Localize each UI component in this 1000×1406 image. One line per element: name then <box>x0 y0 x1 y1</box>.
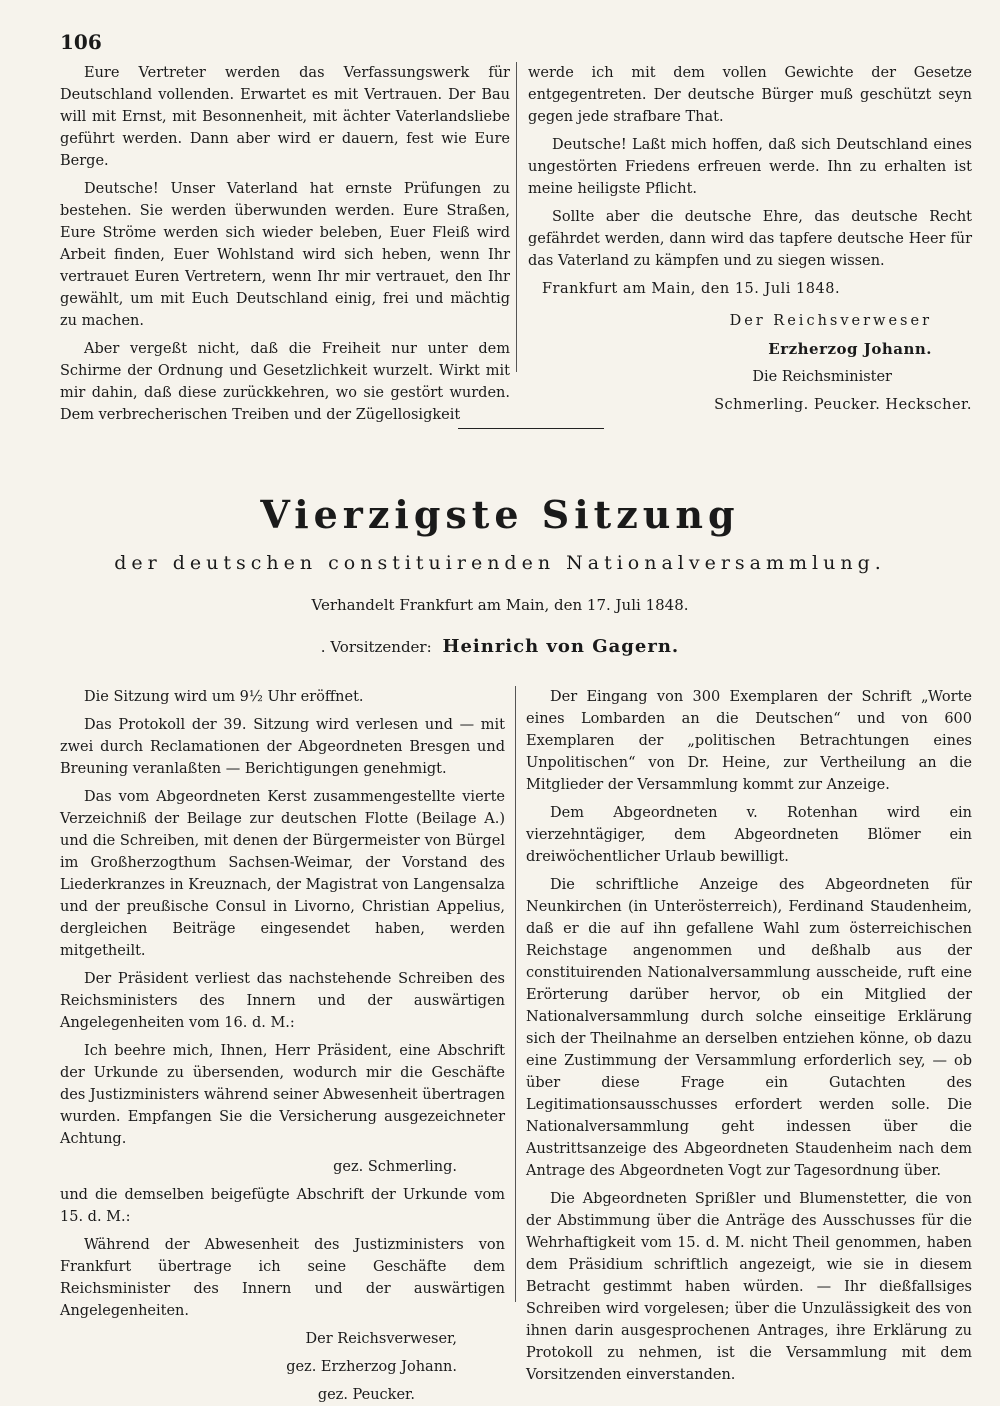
session-title: Vierzigste Sitzung <box>260 492 740 537</box>
proclamation-paragraph: werde ich mit dem vollen Gewichte der Gesetze entgegentreten. Der deutsche Bürger muß geschützt seyn gegen jede strafbare That. <box>528 65 972 125</box>
minutes-paragraph: und die demselben beigefügte Abschrift der Urkunde vom 15. d. M.: <box>60 1187 505 1225</box>
document-signature-title: Der Reichsverweser, <box>305 1331 457 1347</box>
column-divider <box>515 686 516 1302</box>
chair-name: Heinrich von Gagern. <box>442 636 680 657</box>
minutes-paragraph: Der Eingang von 300 Exemplaren der Schrift „Worte eines Lombarden an die Deutschen“ und von 600 Exemplaren der „politischen Betrachtungen eines Unpolitischen“ von Dr. Heine, zur Vertheilung an die Mitglieder der Versammlung kommt zur Anzeige. <box>526 689 972 793</box>
letter-signature: gez. Schmerling. <box>333 1159 457 1175</box>
ministers-title: Die Reichsminister <box>752 369 892 385</box>
proclamation-paragraph: Sollte aber die deutsche Ehre, das deutsche Recht gefährdet werden, dann wird das tapfere deutsche Heer für das Vaterland zu kämpfen und zu siegen wissen. <box>528 209 972 269</box>
minutes-paragraph: Das Protokoll der 39. Sitzung wird verlesen und — mit zwei durch Reclamationen der Abgeordneten Bresgen und Breuning veranlaßten — Berichtigungen genehmigt. <box>60 717 505 777</box>
proclamation-signature <box>528 310 972 416</box>
document-signature-name: gez. Erzherzog Johann. <box>286 1359 457 1375</box>
proclamation-paragraph: Deutsche! Laßt mich hoffen, daß sich Deutschland eines ungestörten Friedens erfreuen werde. Ihn zu erhalten ist meine heiligste Pflicht. <box>528 137 972 197</box>
minutes-paragraph: Dem Abgeordneten v. Rotenhan wird ein vierzehntägiger, dem Abgeordneten Blömer ein dreiwöchentlicher Urlaub bewilligt. <box>526 805 972 865</box>
session-subtitle: der deutschen constituirenden Nationalversammlung. <box>114 552 886 574</box>
place-date: Frankfurt am Main, den 15. Juli 1848. <box>542 281 841 297</box>
document-countersignature: gez. Peucker. <box>317 1387 415 1403</box>
column-divider <box>516 62 517 372</box>
signature-name: Erzherzog Johann. <box>768 340 932 358</box>
minutes-right-column <box>526 686 972 1386</box>
chair-label: . Vorsitzender: <box>320 638 432 656</box>
minutes-paragraph: Das vom Abgeordneten Kerst zusammengestellte vierte Verzeichniß der Beilage zur deutschen Flotte (Beilage A.) und die Schreiben, mit denen der Bürgermeister von Bürgel im Großherzogthum Sachsen-Weimar, der Vorstand des Liederkranzes in Kreuznach, der Magistrat von Langensalza und der preußische Consul in Livorno, Christian Appelius, dergleichen Beiträge eingesendet haben, werden mitgetheilt. <box>60 789 505 959</box>
minutes-left-column <box>60 686 505 1406</box>
ministers-names: Schmerling. Peucker. Heckscher. <box>714 397 972 413</box>
minutes-paragraph: Die schriftliche Anzeige des Abgeordneten für Neunkirchen (in Unterösterreich), Ferdinand Staudenheim, daß er die auf ihn gefallene Wahl zum österreichischen Reichstage angenommen und deßhalb aus der constituirenden Nationalversammlung ausscheide, ruft eine Erörterung darüber hervor, ob ein Mitglied der Nationalversammlung durch solche einseitige Erklärung sich der Theilnahme an derselben entziehen könne, ob dazu eine Zustimmung der Versammlung erforderlich sey, — ob über diese Frage ein Gutachten des Legitimationsausschusses erfordert werden solle. Die Nationalversammlung geht indessen über die Austrittsanzeige des Abgeordneten Staudenheim nach dem Antrage des Abgeordneten Vogt zur Tagesordnung über. <box>526 877 972 1179</box>
session-date: Verhandelt Frankfurt am Main, den 17. Juli 1848. <box>311 596 689 614</box>
proclamation-paragraph: Deutsche! Unser Vaterland hat ernste Prüfungen zu bestehen. Sie werden überwunden werden. Eure Straßen, Eure Ströme werden sich wieder beleben, Euer Fleiß wird Arbeit finden, Euer Wohlstand wird sich heben, wenn Ihr vertrauet Euren Vertretern, wenn Ihr mir vertrauet, den Ihr gewählt, um mit Euch Deutschland einig, frei und mächtig zu machen. <box>60 181 510 329</box>
minutes-paragraph: Die Sitzung wird um 9½ Uhr eröffnet. <box>84 689 364 705</box>
minutes-paragraph: Die Abgeordneten Sprißler und Blumenstetter, die von der Abstimmung über die Anträge des Ausschusses für die Wehrhaftigkeit vom 15. d. M. nicht Theil genommen, haben dem Präsidium schriftlich angezeigt, wie sie in diesem Betracht gestimmt haben würden. — Ihr dießfallsiges Schreiben wird vorgelesen; über die Unzulässigkeit des von ihnen darin ausgesprochenen Antrages, ihre Erklärung zu Protokoll zu nehmen, ist die Versammlung mit dem Vorsitzenden einverstanden. <box>526 1191 972 1383</box>
quoted-document: Während der Abwesenheit des Justizministers von Frankfurt übertrage ich seine Geschäfte dem Reichsminister des Innern und der auswärtigen Angelegenheiten. <box>60 1237 505 1319</box>
proclamation-right-column <box>528 62 972 416</box>
page-number: 106 <box>60 30 102 54</box>
minutes-paragraph: Der Präsident verliest das nachstehende Schreiben des Reichsministers des Innern und der auswärtigen Angelegenheiten vom 16. d. M.: <box>60 971 505 1031</box>
session-chair <box>0 636 1000 657</box>
proclamation-left-column <box>60 62 510 426</box>
quoted-letter: Ich beehre mich, Ihnen, Herr Präsident, eine Abschrift der Urkunde zu übersenden, wodurch mir die Geschäfte des Justizministers während seiner Abwesenheit übertragen wurden. Empfangen Sie die Versicherung ausgezeichneter Achtung. <box>60 1043 505 1147</box>
proclamation-paragraph: Eure Vertreter werden das Verfassungswerk für Deutschland vollenden. Erwartet es mit Vertrauen. Der Bau will mit Ernst, mit Besonnenheit, mit ächter Vaterlandsliebe geführt werden. Dann aber wird er dauern, fest wie Eure Berge. <box>60 65 510 169</box>
signature-title: Der Reichsverweser <box>729 313 932 329</box>
section-separator <box>458 428 604 429</box>
proclamation-paragraph: Aber vergeßt nicht, daß die Freiheit nur unter dem Schirme der Ordnung und Gesetzlichkeit wurzelt. Wirkt mit mir dahin, daß diese zurückkehren, wo sie gestört wurden. Dem verbrecherischen Treiben und der Zügellosigkeit <box>60 341 510 423</box>
